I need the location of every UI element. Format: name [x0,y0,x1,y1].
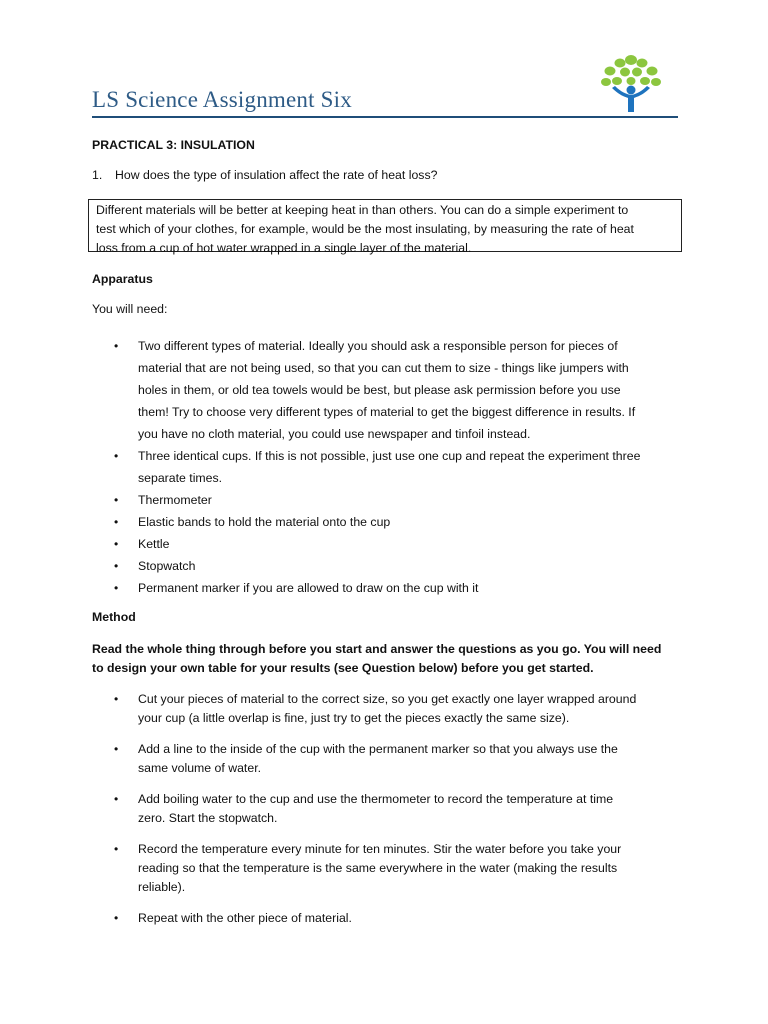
intro-line: test which of your clothes, for example, would be the most insulating, by measuring the rate of heat [96,222,634,236]
list-item-line: reliable). [138,880,186,894]
bullet-icon: • [114,493,119,507]
list-item [92,909,682,928]
list-item-line: Repeat with the other piece of material. [138,911,352,925]
list-item-line: Thermometer [138,493,212,507]
list-item-line: your cup (a little overlap is fine, just try to get the pieces exactly the same size). [138,711,570,725]
question-text: How does the type of insulation affect the rate of heat loss? [115,168,438,182]
apparatus-list [92,335,682,599]
list-item-line: them! Try to choose very different types of material to get the biggest difference in results. If [138,405,636,419]
bullet-icon: • [114,911,119,925]
bullet-icon: • [114,742,119,756]
list-item [92,511,682,533]
apparatus-heading: Apparatus [92,272,153,286]
list-item-line: reading so that the temperature is the same everywhere in the water (making the results [138,861,618,875]
list-item-line: separate times. [138,471,223,485]
list-item-line: zero. Start the stopwatch. [138,811,278,825]
list-item [92,489,682,511]
list-item-line: holes in them, or old tea towels would be best, but please ask permission before you use [138,383,621,397]
list-item-line: Three identical cups. If this is not possible, just use one cup and repeat the experiment three [138,449,641,463]
practical-heading: PRACTICAL 3: INSULATION [92,138,255,152]
list-item-line: Kettle [138,537,170,551]
list-item-line: you have no cloth material, you could use newspaper and tinfoil instead. [138,427,531,441]
list-item [92,445,682,489]
list-item [92,335,682,445]
intro-line: Different materials will be better at keeping heat in than others. You can do a simple experiment to [96,203,629,217]
method-intro-line: to design your own table for your results (see Question below) before you get started. [92,661,594,675]
bullet-icon: • [114,842,119,856]
intro-line: loss from a cup of hot water wrapped in a single layer of the material. [96,241,472,255]
list-item [92,740,682,778]
list-item-line: Cut your pieces of material to the correct size, so you get exactly one layer wrapped around [138,692,637,706]
title-underline [92,116,678,118]
intro-box [88,199,682,255]
bullet-icon: • [114,581,119,595]
list-item-line: Elastic bands to hold the material onto the cup [138,515,391,529]
list-item-line: Record the temperature every minute for ten minutes. Stir the water before you take your [138,842,622,856]
page-title: LS Science Assignment Six [92,87,352,112]
tree-person-logo-icon [598,52,664,114]
bullet-icon: • [114,537,119,551]
method-heading: Method [92,610,136,624]
question-number: 1. [92,168,103,182]
method-list [92,690,682,940]
list-item-line: Stopwatch [138,559,196,573]
list-item-line: Two different types of material. Ideally you should ask a responsible person for pieces of [138,339,618,353]
bullet-icon: • [114,792,119,806]
list-item [92,533,682,555]
you-will-need-text: You will need: [92,302,168,316]
list-item-line: Permanent marker if you are allowed to draw on the cup with it [138,581,479,595]
list-item-line: Add boiling water to the cup and use the thermometer to record the temperature at time [138,792,614,806]
method-intro-line: Read the whole thing through before you start and answer the questions as you go. You will need [92,642,662,656]
bullet-icon: • [114,449,119,463]
list-item [92,577,682,599]
bullet-icon: • [114,559,119,573]
bullet-icon: • [114,692,119,706]
list-item [92,790,682,828]
bullet-icon: • [114,515,119,529]
bullet-icon: • [114,339,119,353]
list-item-line: Add a line to the inside of the cup with the permanent marker so that you always use the [138,742,618,756]
list-item-line: material that are not being used, so that you can cut them to size - things like jumpers with [138,361,629,375]
list-item [92,555,682,577]
list-item [92,690,682,728]
list-item-line: same volume of water. [138,761,262,775]
list-item [92,840,682,897]
method-intro [92,640,682,678]
